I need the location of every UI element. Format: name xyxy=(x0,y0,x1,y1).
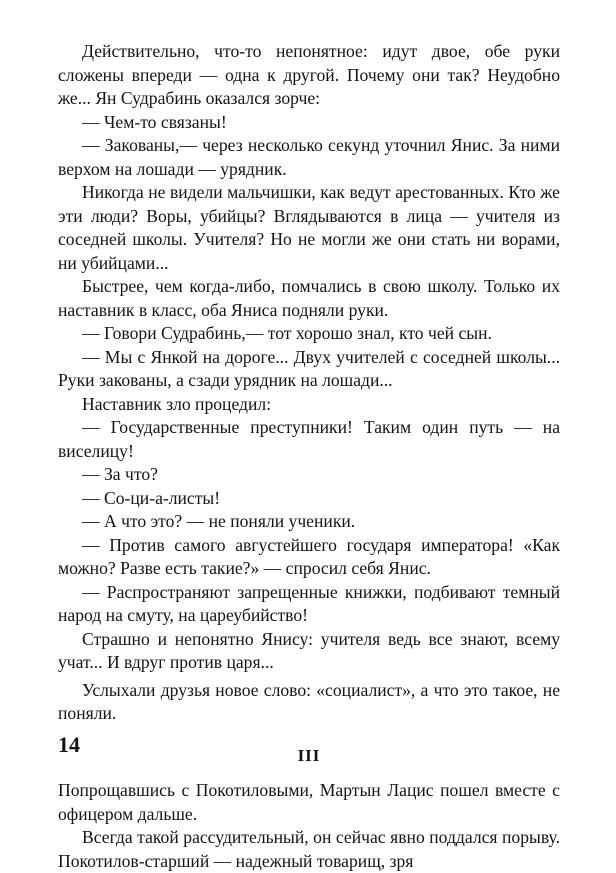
paragraph: Действительно, что-то непонятное: идут двое, обе руки сложены впереди — одна к другой. Почему они так? Неудобно же... Ян Судрабинь оказался зорче: xyxy=(58,41,560,108)
page-number: 14 xyxy=(58,732,80,757)
paragraph: — Говори Судрабинь,— тот хорошо знал, кто чей сын. xyxy=(82,323,492,343)
paragraph: — А что это? — не поняли ученики. xyxy=(82,511,356,531)
paragraph: — Государственные преступники! Таким один путь — на виселицу! xyxy=(58,417,560,461)
paragraph: Страшно и непонятно Янису: учителя ведь все знают, всему учат... И вдруг против царя... xyxy=(58,628,560,672)
paragraph: — За что? xyxy=(82,464,158,484)
section-heading: III xyxy=(297,745,321,765)
paragraph: Попрощавшись с Покотиловыми, Мартын Лацис пошел вместе с офицером дальше. xyxy=(58,780,560,824)
paragraph: — Закованы,— через несколько секунд уточнил Янис. За ними верхом на лошади — урядник. xyxy=(58,135,560,179)
paragraph: — Распространяют запрещенные книжки, подбивают темный народ на смуту, на цареубийство! xyxy=(58,581,560,625)
paragraph: Услыхали друзья новое слово: «социалист», а что это такое, не поняли. xyxy=(58,679,560,723)
paragraph: Наставник зло процедил: xyxy=(82,393,272,414)
page-text xyxy=(58,40,560,873)
paragraph: — Чем-то связаны! xyxy=(82,111,227,132)
paragraph: Всегда такой рассудительный, он сейчас явно поддался порыву. Покотилов-старший — надежный товарищ, зря xyxy=(58,827,560,871)
paragraph: Никогда не видели мальчишки, как ведут арестованных. Кто же эти люди? Воры, убийцы? Вглядываются в лица — учителя из соседней школы. Учителя? Но не могли же они стать ни ворами, ни убийцами... xyxy=(58,182,560,273)
paragraph: — Против самого августейшего государя императора! «Как можно? Разве есть такие?» — спросил себя Янис. xyxy=(58,534,560,578)
paragraph: — Со-ци-а-листы! xyxy=(82,487,221,508)
paragraph: Быстрее, чем когда-либо, помчались в свою школу. Только их наставник в класс, оба Яниса подняли руки. xyxy=(58,276,560,320)
paragraph: — Мы с Янкой на дороге... Двух учителей с соседней школы... Руки закованы, а сзади урядник на лошади... xyxy=(58,346,560,390)
